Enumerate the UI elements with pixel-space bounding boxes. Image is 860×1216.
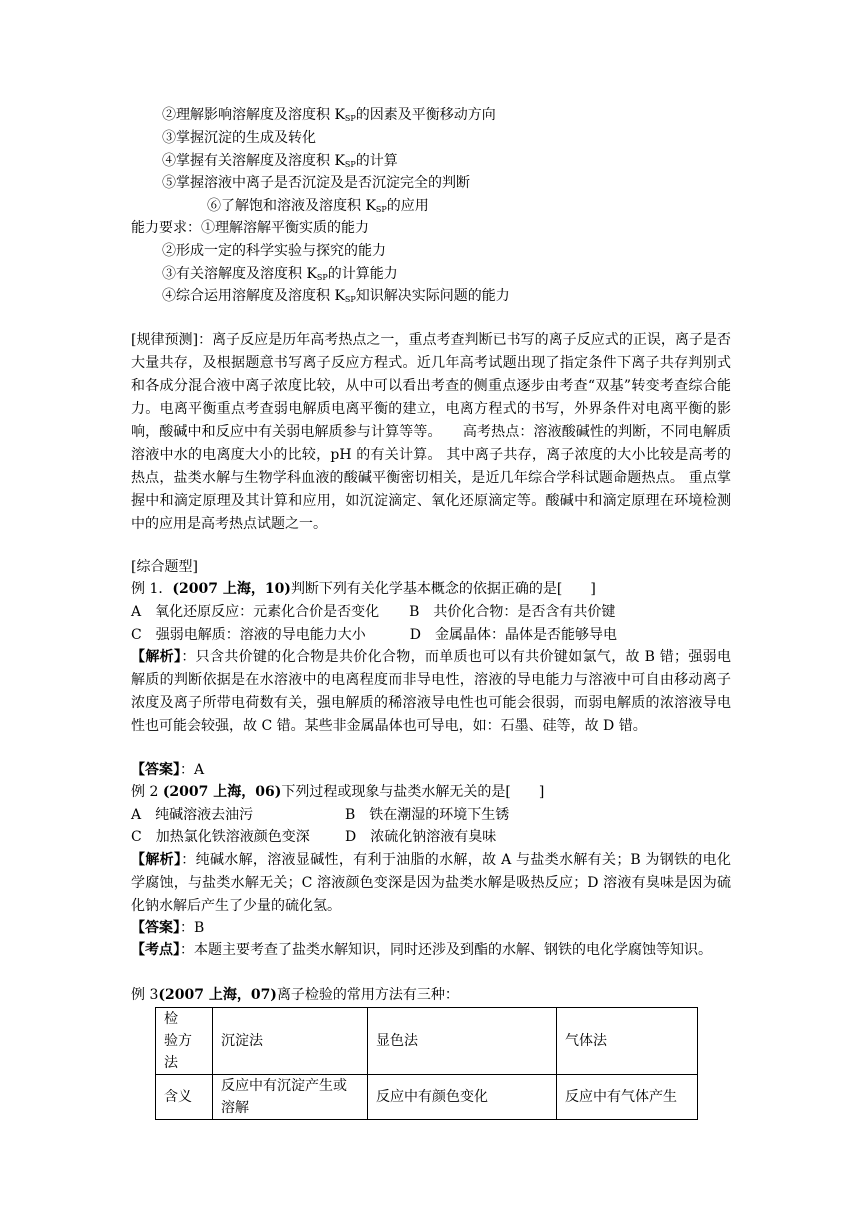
item-text: ③有关溶解度及溶度积 K <box>162 266 317 282</box>
ability-item-4 <box>162 285 510 311</box>
option-b: B 铁在潮湿的环境下生锈 <box>345 807 510 823</box>
knowledge-item-5: ⑤掌握溶液中离子是否沉淀及是否沉淀完全的判断 <box>162 175 470 191</box>
subscript: SP <box>375 205 387 214</box>
answer-label: 【答案】 <box>131 762 180 778</box>
table-header-cell: 气体法 <box>557 1008 698 1075</box>
option-d: D 浓硫化钠溶液有臭味 <box>345 829 497 845</box>
answer-text: ：A <box>180 762 205 778</box>
example-label: 例 1． <box>131 581 173 597</box>
item-text: 的应用 <box>386 198 429 214</box>
example-label: 例 3 <box>131 987 159 1003</box>
analysis-text: ：纯碱水解，溶液显碱性，有利于油脂的水解，故 A 与盐类水解有关；B 为钢铁的电化学腐蚀，与盐类水解无关；C 溶液颜色变深是因为盐类水解是吸热反应；D 溶液有臭味是因为硫化钠水解后产生了少量的硫化氢。 <box>131 852 732 914</box>
analysis-text: ：只含共价键的化合物是共价化合物，而单质也可以有共价键如氯气，故 B 错；强弱电解质的判断依据是在水溶液中的电离程度而非导电性，溶液的导电能力与溶液中可自由移动离子浓度及离子所带电荷数有关，强电解质的稀溶液导电性也可能会很弱，而弱电解质的浓溶液导电性也可能会较强，故 C 错。某些非金属晶体也可导电，如：石墨、硅等，故 D 错。 <box>131 649 732 734</box>
example-question-text: 判断下列有关化学基本概念的依据正确的是[ ] <box>290 581 596 597</box>
item-text: ②理解影响溶解度及溶度积 K <box>162 107 345 123</box>
example-2-answer <box>131 917 204 940</box>
point-text: ：本题主要考查了盐类水解知识，同时还涉及到酯的水解、钢铁的电化学腐蚀等知识。 <box>180 942 712 958</box>
example-source: (2007 上海，10) <box>172 581 291 597</box>
table-header-cell: 沉淀法 <box>213 1008 368 1075</box>
forecast-paragraph: [规律预测]：离子反应是历年高考热点之一，重点考查判断已书写的离子反应式的正误，离子是否大量共存，及根据题意书写离子反应方程式。近几年高考试题出现了指定条件下离子共存判别式和各成分混合液中离子浓度比较，从中可以看出考查的侧重点逐步由考查“双基”转变考查综合能力。电离平衡重点考查弱电解质电离平衡的建立，电离方程式的书写，外界条件对电离平衡的影响，酸碱中和反应中有关弱电解质参与计算等等。 高考热点：溶液酸碱性的判断，不同电解质溶液中水的电离度大小的比较，pH 的有关计算。 其中离子共存，离子浓度的大小比较是高考的热点，盐类水解与生物学科血液的酸碱平衡密切相关，是近几年综合学科试题命题热点。 重点掌握中和滴定原理及其计算和应用，如沉淀滴定、氧化还原滴定等。酸碱中和滴定原理在环境检测中的应用是高考热点试题之一。 <box>131 332 731 532</box>
option-c: C 加热氯化铁溶液颜色变深 <box>131 829 310 845</box>
example-2-options-ab <box>131 804 509 827</box>
table-header-cell: 显色法 <box>368 1008 557 1075</box>
answer-label: 【答案】 <box>131 920 180 936</box>
analysis-label: 【解析】 <box>131 649 182 665</box>
table-cell: 反应中有气体产生 <box>557 1075 698 1120</box>
subscript: SP <box>344 295 356 304</box>
option-b: B 共价化合物：是否含有共价键 <box>409 604 616 620</box>
item-text: ④掌握有关溶解度及溶度积 K <box>162 153 345 169</box>
item-text: ⑥了解饱和溶液及溶度积 K <box>207 198 376 214</box>
item-text: ④综合运用溶解度及溶度积 K <box>162 288 345 304</box>
subscript: SP <box>316 273 328 282</box>
analysis-label: 【解析】 <box>131 852 182 868</box>
table-cell: 含义 <box>156 1075 213 1120</box>
section-title: [综合题型] <box>131 559 198 575</box>
option-c: C 强弱电解质：溶液的导电能力大小 <box>131 627 366 643</box>
table-cell: 反应中有沉淀产生或溶解 <box>213 1075 368 1120</box>
ability-heading: 能力要求：①理解溶解平衡实质的能力 <box>131 220 369 236</box>
item-text: 的因素及平衡移动方向 <box>355 107 496 123</box>
item-text: 知识解决实际问题的能力 <box>355 288 510 304</box>
table-row <box>156 1075 698 1120</box>
subscript: SP <box>344 160 356 169</box>
example-source: (2007 上海，07) <box>158 987 277 1003</box>
table-cell: 反应中有颜色变化 <box>368 1075 557 1120</box>
example-3-question <box>131 984 459 1007</box>
example-2-options-cd <box>131 826 496 849</box>
example-1-analysis <box>131 646 731 738</box>
item-text: 的计算能力 <box>327 266 398 282</box>
ability-item-2: ②形成一定的科学实验与探究的能力 <box>162 243 386 259</box>
example-question-text: 下列过程或现象与盐类水解无关的是[ ] <box>281 784 545 800</box>
example-1-options-cd <box>131 624 617 647</box>
example-1-answer <box>131 759 204 782</box>
example-label: 例 2 <box>131 784 163 800</box>
example-question-text: 离子检验的常用方法有三种： <box>276 987 459 1003</box>
example-2-question <box>131 781 544 804</box>
point-label: 【考点】 <box>131 942 180 958</box>
example-1-question <box>131 578 596 601</box>
table-header-cell: 检 验方法 <box>156 1008 213 1075</box>
ion-test-methods-table <box>155 1007 698 1120</box>
example-2-point <box>131 939 731 962</box>
option-a: A 纯碱溶液去油污 <box>131 807 254 823</box>
answer-text: ：B <box>180 920 205 936</box>
example-2-analysis <box>131 849 731 918</box>
item-text: 的计算 <box>355 153 398 169</box>
table-row <box>156 1008 698 1075</box>
example-1-options-ab <box>131 601 615 624</box>
knowledge-item-3: ③掌握沉淀的生成及转化 <box>162 130 316 146</box>
subscript: SP <box>344 114 356 123</box>
option-d: D 金属晶体：晶体是否能够导电 <box>409 627 617 643</box>
example-source: (2007 上海，06) <box>162 784 282 800</box>
option-a: A 氧化还原反应：元素化合价是否变化 <box>131 604 380 620</box>
